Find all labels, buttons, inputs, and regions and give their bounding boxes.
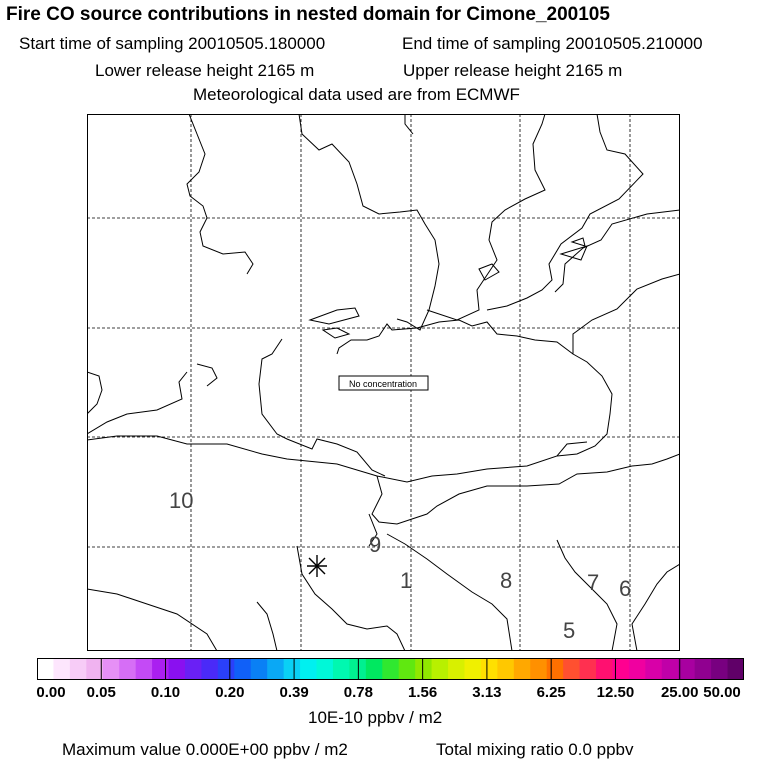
colorbar-cell bbox=[37, 658, 54, 680]
colorbar-cell bbox=[662, 658, 679, 680]
colorbar-tick-label: 6.25 bbox=[536, 684, 566, 701]
lower-height-text: Lower release height 2165 m bbox=[95, 61, 315, 80]
colorbar-cell bbox=[300, 658, 317, 680]
colorbar-tick-label: 0.05 bbox=[86, 684, 116, 701]
contour-label: 7 bbox=[587, 570, 600, 595]
colorbar-cell bbox=[596, 658, 613, 680]
colorbar-cell bbox=[169, 658, 186, 680]
colorbar-cell bbox=[728, 658, 744, 680]
colorbar-cell bbox=[53, 658, 70, 680]
colorbar-tick-label: 0.10 bbox=[150, 684, 181, 701]
contour-label: 9 bbox=[369, 532, 382, 557]
colorbar-cell bbox=[678, 658, 695, 680]
contour-label: 10 bbox=[169, 488, 194, 513]
met-data-text: Meteorological data used are from ECMWF bbox=[193, 85, 520, 104]
colorbar-cell bbox=[284, 658, 301, 680]
colorbar-cell bbox=[201, 658, 218, 680]
colorbar-tick-label: 0.78 bbox=[343, 684, 373, 701]
colorbar-cell bbox=[366, 658, 383, 680]
colorbar-tick-label: 3.13 bbox=[472, 684, 502, 701]
colorbar-cell bbox=[70, 658, 87, 680]
colorbar-tick-label: 1.56 bbox=[408, 684, 438, 701]
colorbar-cell bbox=[695, 658, 712, 680]
contour-label: 8 bbox=[500, 568, 513, 593]
colorbar-cell bbox=[103, 658, 120, 680]
colorbar-cell bbox=[136, 658, 153, 680]
colorbar-cell bbox=[399, 658, 416, 680]
colorbar-cell bbox=[580, 658, 597, 680]
colorbar bbox=[37, 658, 744, 680]
colorbar-cell bbox=[497, 658, 514, 680]
colorbar-cell bbox=[119, 658, 136, 680]
contour-label: 6 bbox=[619, 576, 632, 601]
colorbar-cell bbox=[234, 658, 251, 680]
colorbar-unit: 10E-10 ppbv / m2 bbox=[308, 708, 443, 727]
colorbar-cell bbox=[547, 658, 564, 680]
colorbar-cell bbox=[645, 658, 662, 680]
map-title: Fire CO source contributions in nested domain for Cimone_200105 bbox=[6, 4, 610, 25]
start-time-text: Start time of sampling 20010505.180000 bbox=[19, 34, 326, 53]
colorbar-cell bbox=[448, 658, 465, 680]
colorbar-tick-label: 0.39 bbox=[279, 684, 309, 701]
colorbar-cell bbox=[629, 658, 646, 680]
colorbar-tick-label: 50.00 bbox=[703, 684, 741, 701]
colorbar-tick-label: 0.20 bbox=[215, 684, 245, 701]
max-value-text: Maximum value 0.000E+00 ppbv / m2 bbox=[62, 740, 348, 759]
colorbar-cell bbox=[514, 658, 531, 680]
colorbar-cell bbox=[563, 658, 580, 680]
colorbar-cell bbox=[481, 658, 498, 680]
no-data-label: No concentration bbox=[348, 379, 418, 389]
colorbar-cell bbox=[251, 658, 268, 680]
colorbar-tick-label: 0.00 bbox=[36, 684, 66, 701]
colorbar-cell bbox=[267, 658, 284, 680]
colorbar-cell bbox=[464, 658, 481, 680]
colorbar-cell bbox=[415, 658, 432, 680]
colorbar-cell bbox=[317, 658, 334, 680]
colorbar-cell bbox=[185, 658, 202, 680]
colorbar-tick-label: 12.50 bbox=[596, 684, 635, 701]
colorbar-cell bbox=[382, 658, 399, 680]
contour-label: 5 bbox=[563, 618, 576, 643]
colorbar-cell bbox=[432, 658, 449, 680]
colorbar-cell bbox=[152, 658, 169, 680]
map-panel bbox=[87, 114, 680, 651]
asterisk-icon bbox=[307, 555, 327, 577]
colorbar-tick-label: 25.00 bbox=[660, 684, 699, 701]
contour-label: 1 bbox=[400, 568, 413, 593]
colorbar-cell bbox=[530, 658, 547, 680]
end-time-text: End time of sampling 20010505.210000 bbox=[402, 34, 703, 53]
upper-height-text: Upper release height 2165 m bbox=[403, 61, 623, 80]
colorbar-cell bbox=[218, 658, 235, 680]
mixing-ratio-text: Total mixing ratio 0.0 ppbv bbox=[436, 740, 634, 759]
colorbar-cell bbox=[711, 658, 728, 680]
colorbar-cell bbox=[333, 658, 350, 680]
